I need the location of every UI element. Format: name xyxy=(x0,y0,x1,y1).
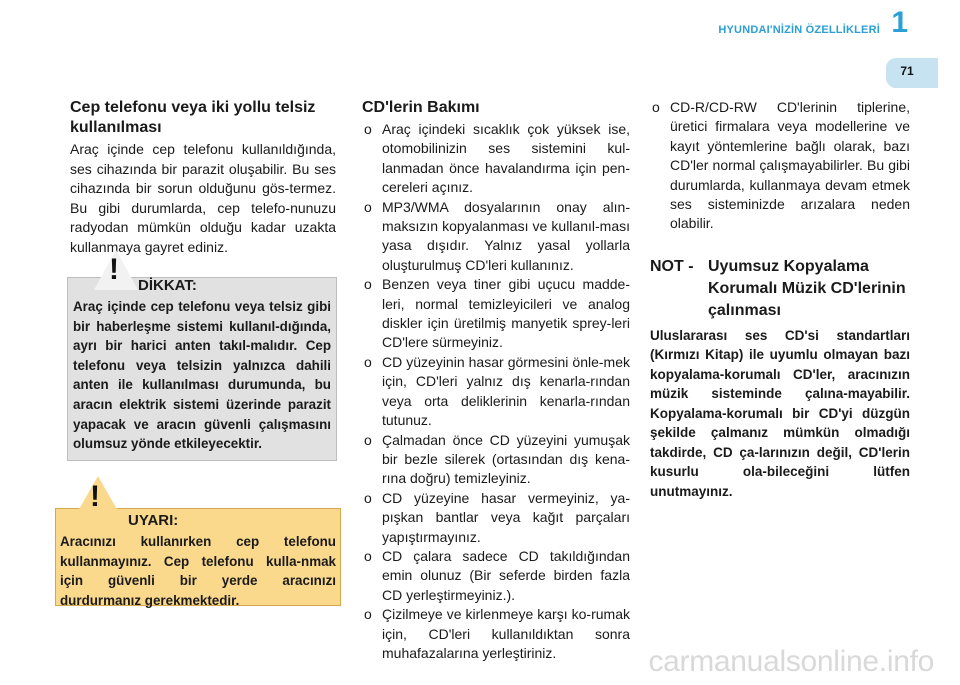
caution-title: UYARI: xyxy=(128,512,179,529)
section-number: 1 xyxy=(891,6,908,39)
section-header-title: HYUNDAI'NİZİN ÖZELLİKLERİ xyxy=(718,24,880,36)
exclamation-mark: ! xyxy=(109,253,119,286)
phone-section-body: Araç içinde cep telefonu kullanıldığında, ses cihazında bir parazit oluşabilir. Bu ses cihazında bir sorun olduğunu gös-termez. Bu gibi durumlarda, cep telefo-nunuzu radyodan mümkün olduğu kadar uzakta kullanmaya gayret ediniz. xyxy=(70,141,336,255)
list-item-text: CD-R/CD-RW CD'lerinin tiplerine, üretici firmalara veya modellerine ve kayıt yöntemlerine bağlı olarak, bazı CD'ler normal çalışmayabilirler. Bu gibi durumlarda, kullanmaya devam etmek ses sisteminizde arızalara neden olabilir. xyxy=(670,99,910,232)
phone-section-title: Cep telefonu veya iki yollu telsiz kullanılması xyxy=(70,99,316,136)
exclamation-mark: ! xyxy=(90,480,100,513)
list-item-text: Benzen veya tiner gibi uçucu madde-leri, normal temizleyicileri ve analog diskler için üretilmiş manyetik sprey-leri CD'lere sürmeyiniz. xyxy=(382,276,630,351)
list-item xyxy=(362,431,630,489)
bullet-marker: o xyxy=(652,99,660,115)
list-item xyxy=(362,353,630,431)
warning-title: DİKKAT: xyxy=(138,277,197,294)
bullet-marker: o xyxy=(364,353,372,370)
warning-text: Araç içinde cep telefonu veya telsiz gibi bir haberleşme sistemi kullanıl-dığında, ayrı bir harici anten takıl-malıdır. Cep telefonu veya telsizin yalnızca dahili anten ile kullanılması durumunda, bu aracın elektrik sistemi üzerinde parazit yapacak ve aracın güvenli çalışmasını olumsuz yönde etkileyecektir. xyxy=(73,299,331,452)
list-item-text: Araç içindeki sıcaklık çok yüksek ise, otomobilinizin ses sistemini kul-lanmadan önce havalandırma için pen-cereleri açınız. xyxy=(382,121,630,196)
cd-care-section xyxy=(362,98,630,663)
bullet-marker: o xyxy=(364,431,372,448)
note-heading xyxy=(650,256,910,322)
list-item-text: CD yüzeyinin hasar görmesini önle-mek için, CD'leri yalnız dış kenarla-rından veya orta deliklerinin kenarla-rından tutunuz. xyxy=(382,353,630,429)
list-item xyxy=(362,120,630,198)
bullet-marker: o xyxy=(364,276,372,293)
list-item xyxy=(362,489,630,547)
bullet-marker: o xyxy=(364,198,372,215)
bullet-marker: o xyxy=(364,121,372,137)
phone-section xyxy=(70,98,336,257)
list-item-text: CD çalara sadece CD takıldığından emin olunuz (Bir seferde birden fazla CD yerleştirmeyiniz.). xyxy=(382,547,630,603)
cd-compat-list xyxy=(650,98,910,234)
list-item xyxy=(362,275,630,353)
note-text: Uluslararası ses CD'si standartları (Kırmızı Kitap) ile uyumlu olmayan bazı kopyalama-korumalı CD'ler, aracınızın müzik sisteminde çalına-mayabilir. Kopyalama-korumalı bir CD'yi düzgün şekilde çalmanız mümkün olmadığı takdirde, CD ça-larınızın değil, CD'lerin kusurlu ola-bileceğini lütfen unutmayınız. xyxy=(650,327,910,499)
list-item-text: Çizilmeye ve kirlenmeye karşı ko-rumak için, CD'leri kullanıldıktan sonra muhafazalarına yerleştiriniz. xyxy=(382,606,630,661)
page-number: 71 xyxy=(900,64,914,78)
cd-care-title: CD'lerin Bakımı xyxy=(362,99,480,116)
list-item xyxy=(362,547,630,605)
bullet-marker: o xyxy=(364,489,372,506)
bullet-marker: o xyxy=(364,547,372,564)
list-item-text: MP3/WMA dosyalarının onay alın-maksızın kopyalanması ve kullanıl-ması yasa dışıdır. Yalnız yasal yollarla oluşturulmuş CD'leri kullanınız. xyxy=(382,198,630,273)
note-title: Uyumsuz Kopyalama Korumalı Müzik CD'lerinin çalınması xyxy=(708,257,906,319)
list-item xyxy=(362,198,630,276)
cd-care-list xyxy=(362,120,630,663)
list-item xyxy=(650,98,910,234)
bullet-marker: o xyxy=(364,606,372,623)
watermark: carmanualsonline.info xyxy=(648,645,934,678)
note-label: NOT - xyxy=(650,257,694,275)
list-item-text: Çalmadan önce CD yüzeyini yumuşak bir bezle silerek (ortasından dış kena-rına doğru) temizleyiniz. xyxy=(382,431,630,487)
caution-text: Aracınızı kullanırken cep telefonu kullanmayınız. Cep telefonu kulla-nmak için güvenli bir yerde aracınızı durdurmanız gerekmektedir. xyxy=(60,534,336,608)
list-item-text: CD yüzeyine hasar vermeyiniz, ya-pışkan bantlar veya kağıt parçaları yapıştırmayınız. xyxy=(382,489,630,545)
cd-compat-section xyxy=(650,98,910,501)
list-item xyxy=(362,605,630,663)
